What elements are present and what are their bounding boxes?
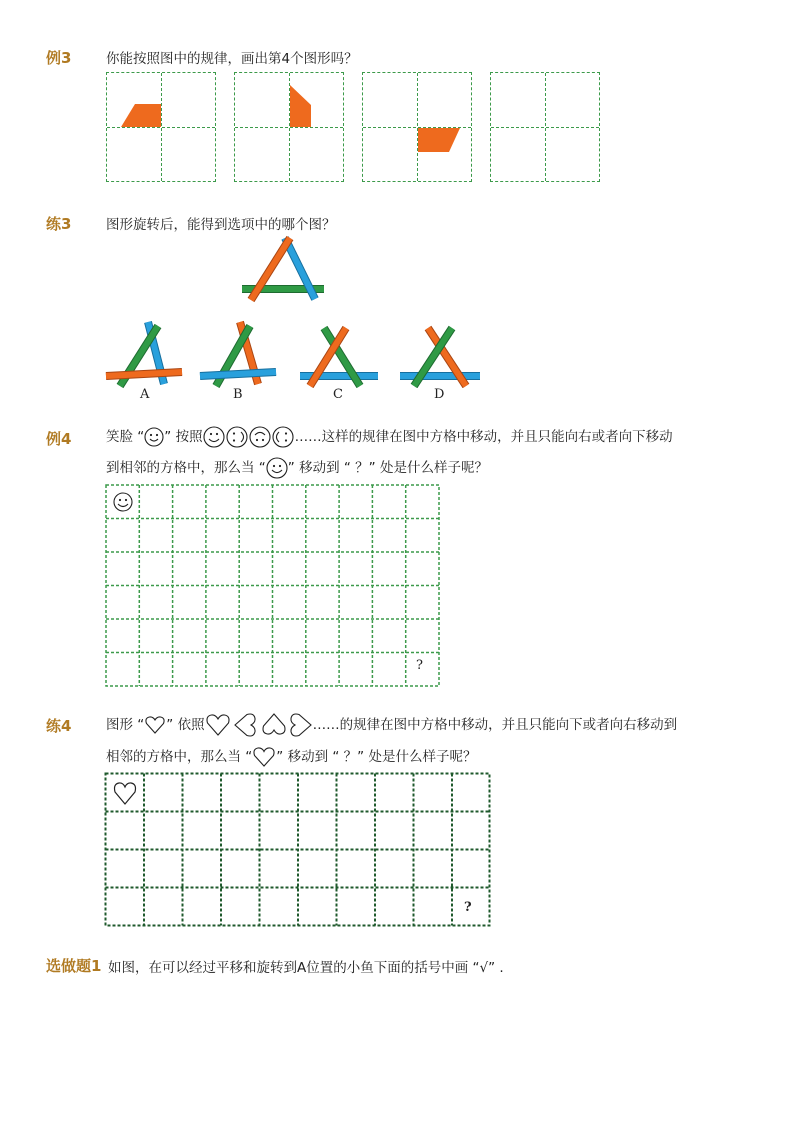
option-d-label: D xyxy=(434,387,445,402)
ex3-tag: 例3 xyxy=(46,49,72,67)
option-c-label: C xyxy=(333,387,343,402)
ex4-tag: 例4 xyxy=(46,430,72,448)
smiley-face-icon xyxy=(114,493,132,511)
heart-icon xyxy=(252,746,276,768)
ex4-line2-part-a: 到相邻的方格中，那么当 “ xyxy=(106,460,266,476)
pr4-line2-part-a: 相邻的方格中，那么当 “ xyxy=(106,749,253,765)
ex4-line2 xyxy=(106,457,488,479)
heart-icon xyxy=(144,715,166,735)
stick-triangle-option-b[interactable] xyxy=(198,318,280,390)
face-sequence-icon xyxy=(203,426,295,448)
orange-parallelogram-shape xyxy=(363,73,473,183)
option-b-label: B xyxy=(233,387,243,402)
option-a-label: A xyxy=(140,387,150,402)
stick-triangle-option-c[interactable] xyxy=(294,322,382,388)
smiley-face-icon xyxy=(144,427,164,447)
pr4-tag: 练4 xyxy=(46,717,72,735)
ex4-line1 xyxy=(106,426,673,448)
orange-parallelogram-shape xyxy=(235,73,345,183)
stick-triangle-option-a[interactable] xyxy=(104,318,186,390)
orange-parallelogram-shape xyxy=(107,73,217,183)
ex4-question-mark: ? xyxy=(416,658,423,673)
heart-icon xyxy=(115,783,136,804)
ex4-line1-part-c: ……这样的规律在图中方格中移动，并且只能向右或者向下移动 xyxy=(294,429,673,445)
pr4-question-mark: ? xyxy=(464,900,472,915)
heart-sequence-icon xyxy=(205,712,313,738)
smiley-face-icon xyxy=(266,457,288,479)
pr4-line1-part-b: ” 依照 xyxy=(166,717,205,733)
pr3-question: 图形旋转后，能得到选项中的哪个图？ xyxy=(106,217,336,233)
ex3-question: 你能按照图中的规律，画出第4个图形吗？ xyxy=(106,51,358,67)
ex4-grid xyxy=(105,484,441,688)
opt1-question: 如图，在可以经过平移和旋转到A位置的小鱼下面的括号中画 “√” . xyxy=(108,960,504,976)
pr4-line1-part-c: ……的规律在图中方格中移动，并且只能向下或者向右移动到 xyxy=(312,717,678,733)
stick-triangle-option-d[interactable] xyxy=(396,322,484,388)
ex4-line2-part-b: ” 移动到 “ ？” 处是什么样子呢？ xyxy=(287,460,488,476)
stick-triangle-main xyxy=(238,232,328,304)
pr3-tag: 练3 xyxy=(46,215,72,233)
ex3-grid-3 xyxy=(362,72,472,182)
pr4-grid xyxy=(104,772,492,928)
ex4-line1-part-b: ” 按照 xyxy=(164,429,203,445)
pr4-line1 xyxy=(106,712,677,738)
ex3-grid-1 xyxy=(106,72,216,182)
opt1-tag: 选做题1 xyxy=(46,957,102,975)
pr4-line1-part-a: 图形 “ xyxy=(106,717,145,733)
ex3-grid-4-answer[interactable] xyxy=(490,72,600,182)
pr4-line2 xyxy=(106,745,476,769)
ex3-grid-2 xyxy=(234,72,344,182)
ex4-line1-part-a: 笑脸 “ xyxy=(106,429,145,445)
pr4-line2-part-b: ” 移动到 “ ？” 处是什么样子呢？ xyxy=(276,749,477,765)
